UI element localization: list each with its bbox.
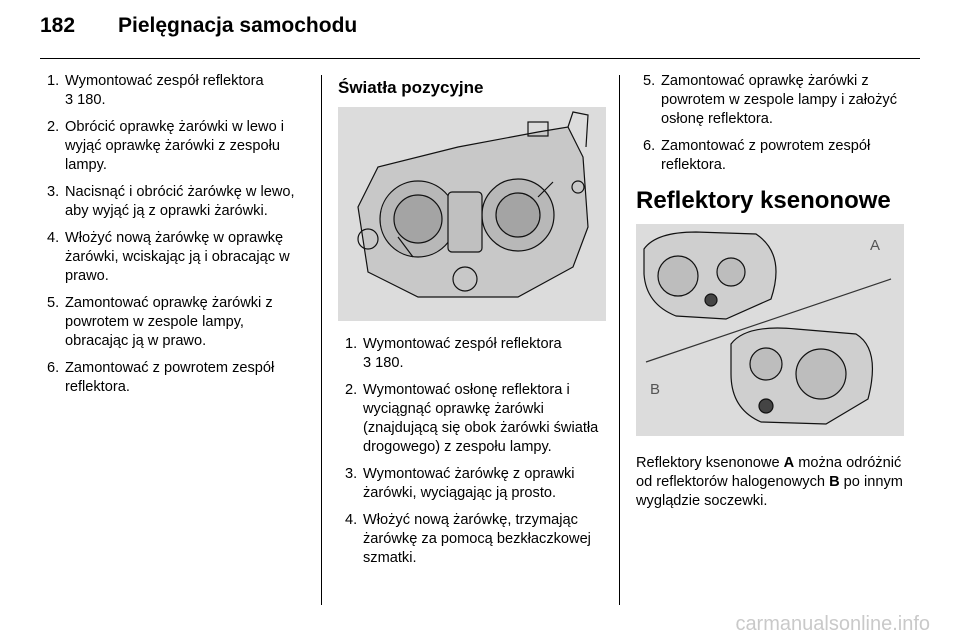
headlamp-rear-illustration	[338, 107, 606, 321]
left-steps-list	[40, 72, 308, 397]
section-title-xenon-headlamps: Reflektory ksenonowe	[636, 187, 891, 214]
left-column	[40, 72, 308, 405]
watermark: carmanualsonline.info	[735, 613, 930, 635]
xenon-halogen-comparison-illustration	[636, 224, 904, 436]
step-item: 1. Wymontować zespół reflektora 3 180.	[47, 73, 264, 108]
step-item: 5. Zamontować oprawkę żarówki z powrotem w zespole lampy i założyć osłonę reflektora.	[643, 73, 898, 127]
page-reference-link[interactable]: 3 180.	[65, 92, 106, 108]
right-steps-list	[636, 72, 904, 175]
page-header	[40, 14, 357, 38]
step-item: 4. Włożyć nową żarówkę, trzymając żarówkę za pomocą bezkłaczkowej szmatki.	[345, 512, 591, 566]
column-divider-right	[619, 75, 620, 605]
section-title-parking-lights: Światła pozycyjne	[338, 78, 484, 97]
step-item: 2. Wymontować osłonę reflektora i wyciągnąć oprawkę żarówki (znajdującą się obok żarówki światła drogowego) z zespołu lampy.	[345, 382, 599, 455]
right-column	[636, 72, 904, 511]
step-item: 3. Nacisnąć i obrócić żarówkę w lewo, aby wyjąć ją z oprawki żarówki.	[47, 184, 295, 219]
page-number: 182	[40, 14, 76, 37]
figure-label-a: A	[870, 237, 881, 254]
step-item: 6. Zamontować z powrotem zespół reflektora.	[47, 360, 275, 395]
step-item: 3. Wymontować żarówkę z oprawki żarówki, wyciągając ją prosto.	[345, 466, 575, 501]
step-item: 2. Obrócić oprawkę żarówki w lewo i wyjąć oprawkę żarówki z zespołu lampy.	[47, 119, 284, 173]
step-item: 4. Włożyć nową żarówkę w oprawkę żarówki, wciskając ją i obracając w prawo.	[47, 230, 290, 284]
step-item: 1. Wymontować zespół reflektora 3 180.	[345, 336, 562, 371]
figure-label-b: B	[650, 381, 661, 398]
middle-column	[338, 72, 606, 576]
middle-steps-list	[338, 335, 606, 568]
header-rule	[40, 58, 920, 59]
figure-caption: Reflektory ksenonowe A można odróżnić od reflektorów halogenowych B po innym wyglądzie soczewki.	[636, 455, 903, 509]
step-item: 5. Zamontować oprawkę żarówki z powrotem w zespole lampy, obracając ją w prawo.	[47, 295, 273, 349]
column-divider-left	[321, 75, 322, 605]
page-reference-link[interactable]: 3 180.	[363, 355, 404, 371]
step-item: 6. Zamontować z powrotem zespół reflektora.	[643, 138, 871, 173]
page-title: Pielęgnacja samochodu	[118, 14, 358, 37]
